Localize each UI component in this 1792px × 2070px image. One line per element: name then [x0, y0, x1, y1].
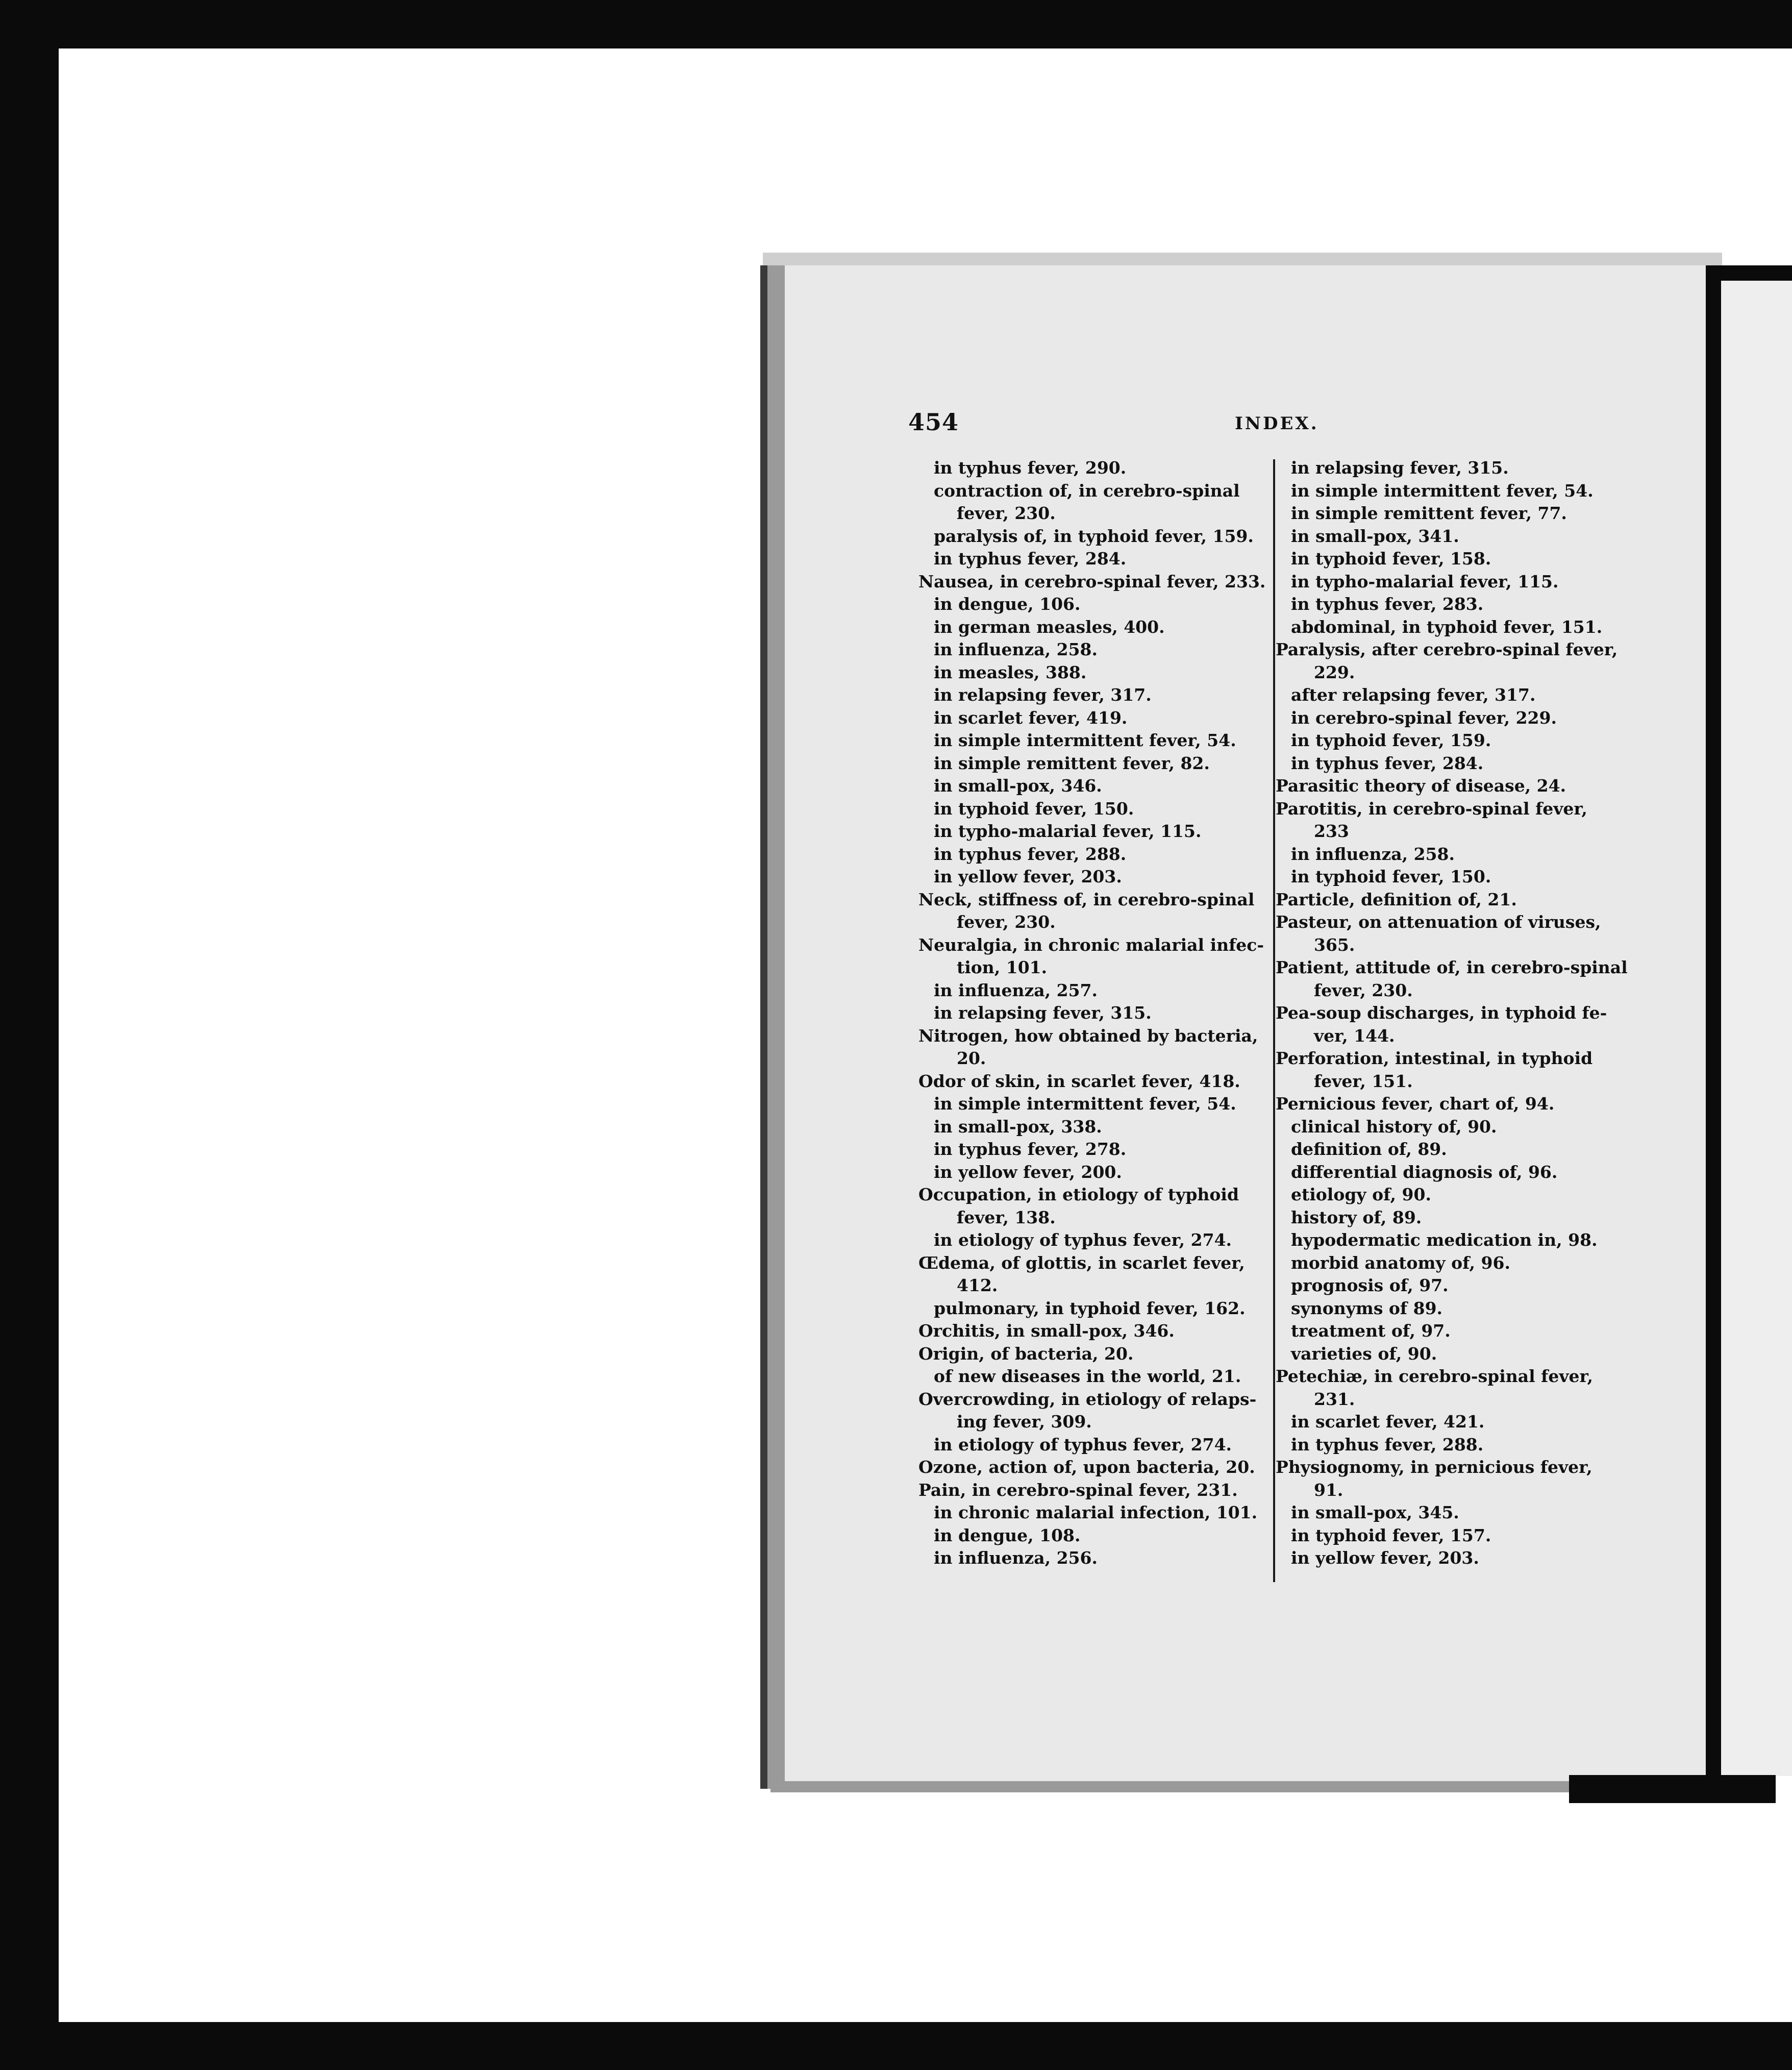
index-column-right — [1276, 457, 1633, 1570]
index-subentry: in simple intermittent fever, 54. — [1291, 480, 1594, 501]
index-subentry: in relapsing fever, 315. — [1291, 458, 1509, 478]
index-subentry: 20. — [957, 1048, 986, 1068]
film-border-left-tab — [0, 48, 20, 151]
page-edge-bar — [1706, 268, 1721, 1779]
index-subentry: in relapsing fever, 317. — [934, 685, 1152, 705]
index-subentry: in influenza, 257. — [934, 980, 1098, 1000]
index-subentry: in simple remittent fever, 82. — [934, 753, 1210, 773]
index-subentry: in simple intermittent fever, 54. — [934, 1094, 1236, 1114]
index-entry: Nausea, in cerebro-spinal fever, 233. — [918, 571, 1266, 592]
index-entry: Pasteur, on attenuation of viruses, — [1276, 912, 1601, 932]
index-subentry: in typho-malarial fever, 115. — [1291, 571, 1559, 592]
index-subentry: in small-pox, 338. — [934, 1116, 1102, 1137]
index-subentry: fever, 230. — [1314, 980, 1413, 1000]
index-subentry: in typhoid fever, 157. — [1291, 1525, 1491, 1545]
index-subentry: in small-pox, 346. — [934, 776, 1102, 796]
index-subentry: in typhus fever, 288. — [1291, 1434, 1484, 1455]
film-border-top — [0, 0, 1792, 48]
index-subentry: in scarlet fever, 421. — [1291, 1412, 1485, 1432]
index-subentry: treatment of, 97. — [1291, 1321, 1451, 1341]
index-entry: Physiognomy, in pernicious fever, — [1276, 1457, 1592, 1477]
running-head: INDEX. — [1235, 413, 1319, 434]
index-entry: Occupation, in etiology of typhoid — [918, 1185, 1239, 1204]
index-subentry: clinical history of, 90. — [1291, 1116, 1497, 1137]
index-subentry: pulmonary, in typhoid fever, 162. — [934, 1298, 1246, 1318]
index-entry: Particle, definition of, 21. — [1276, 889, 1517, 909]
index-subentry: in etiology of typhus fever, 274. — [934, 1434, 1232, 1455]
index-subentry: 365. — [1314, 934, 1355, 955]
index-subentry: 233 — [1314, 821, 1349, 841]
index-entry: Parasitic theory of disease, 24. — [1276, 776, 1566, 796]
index-subentry: in simple intermittent fever, 54. — [934, 730, 1236, 750]
index-entry: Perforation, intestinal, in typhoid — [1276, 1048, 1593, 1068]
index-entry: Nitrogen, how obtained by bacteria, — [918, 1025, 1258, 1046]
index-subentry: abdominal, in typhoid fever, 151. — [1291, 617, 1603, 637]
index-subentry: in yellow fever, 203. — [1291, 1548, 1479, 1568]
index-entry: Ozone, action of, upon bacteria, 20. — [918, 1457, 1255, 1477]
index-subentry: in measles, 388. — [934, 662, 1087, 682]
page-edge-tab-top — [1706, 265, 1792, 281]
index-entry: Pain, in cerebro-spinal fever, 231. — [918, 1480, 1238, 1500]
film-border-bottom — [0, 2022, 1792, 2070]
index-subentry: in typhoid fever, 158. — [1291, 549, 1491, 569]
index-subentry: ing fever, 309. — [957, 1412, 1092, 1432]
index-entry: Petechiæ, in cerebro-spinal fever, — [1276, 1366, 1594, 1386]
index-subentry: tion, 101. — [957, 957, 1048, 977]
index-subentry: fever, 230. — [957, 912, 1056, 932]
index-entry: Parotitis, in cerebro-spinal fever, — [1276, 798, 1587, 819]
index-subentry: in dengue, 108. — [934, 1525, 1081, 1545]
index-entry: Patient, attitude of, in cerebro-spinal — [1276, 957, 1628, 977]
index-subentry: fever, 230. — [957, 503, 1056, 523]
index-subentry: 91. — [1314, 1480, 1343, 1500]
index-subentry: in typhus fever, 283. — [1291, 594, 1484, 614]
index-subentry: in small-pox, 345. — [1291, 1502, 1459, 1522]
index-entry: Overcrowding, in etiology of relaps- — [918, 1389, 1257, 1409]
index-subentry: in scarlet fever, 419. — [934, 707, 1128, 728]
index-subentry: contraction of, in cerebro-spinal — [934, 480, 1240, 501]
index-entry: Odor of skin, in scarlet fever, 418. — [918, 1071, 1240, 1091]
index-subentry: in yellow fever, 200. — [934, 1162, 1122, 1182]
index-column-left — [918, 457, 1276, 1570]
index-subentry: in influenza, 256. — [934, 1548, 1098, 1568]
index-subentry: 412. — [957, 1275, 998, 1295]
index-subentry: synonyms of 89. — [1291, 1298, 1443, 1318]
index-subentry: in typhus fever, 278. — [934, 1139, 1127, 1159]
index-subentry: in cerebro-spinal fever, 229. — [1291, 707, 1557, 728]
index-subentry: in typhoid fever, 159. — [1291, 730, 1491, 750]
index-subentry: in influenza, 258. — [934, 639, 1098, 659]
index-subentry: differential diagnosis of, 96. — [1291, 1162, 1558, 1182]
index-subentry: in typhoid fever, 150. — [1291, 867, 1491, 886]
index-entry: Pea-soup discharges, in typhoid fe- — [1276, 1003, 1607, 1023]
index-entry: Œdema, of glottis, in scarlet fever, — [918, 1252, 1245, 1273]
index-subentry: hypodermatic medication in, 98. — [1291, 1230, 1598, 1250]
index-subentry: in typhus fever, 284. — [934, 549, 1127, 569]
film-border-left — [0, 0, 59, 2070]
index-subentry: in chronic malarial infection, 101. — [934, 1502, 1258, 1522]
index-entry: Orchitis, in small-pox, 346. — [918, 1321, 1175, 1341]
index-subentry: in simple remittent fever, 77. — [1291, 503, 1567, 523]
index-entry: Pernicious fever, chart of, 94. — [1276, 1094, 1555, 1114]
book-top-edge — [763, 253, 1722, 267]
index-subentry: in influenza, 258. — [1291, 844, 1455, 864]
index-subentry: in typhus fever, 290. — [934, 458, 1127, 478]
index-entry: Paralysis, after cerebro-spinal fever, — [1276, 639, 1618, 659]
index-subentry: of new diseases in the world, 21. — [934, 1366, 1241, 1386]
index-subentry: in typhoid fever, 150. — [934, 798, 1134, 819]
page-number: 454 — [908, 408, 959, 436]
index-subentry: paralysis of, in typhoid fever, 159. — [934, 526, 1254, 546]
index-entry: Origin, of bacteria, 20. — [918, 1343, 1134, 1364]
index-subentry: ver, 144. — [1314, 1025, 1395, 1046]
index-subentry: morbid anatomy of, 96. — [1291, 1252, 1510, 1273]
index-subentry: prognosis of, 97. — [1291, 1275, 1449, 1295]
index-subentry: 229. — [1314, 662, 1355, 682]
page-edge-block-bottom — [1569, 1775, 1776, 1803]
index-subentry: definition of, 89. — [1291, 1139, 1447, 1159]
index-entry: Neuralgia, in chronic malarial infec- — [918, 934, 1264, 955]
book-spine-edge — [760, 265, 767, 1789]
index-subentry: varieties of, 90. — [1291, 1343, 1437, 1364]
index-subentry: in etiology of typhus fever, 274. — [934, 1230, 1232, 1250]
index-subentry: in german measles, 400. — [934, 617, 1165, 637]
index-subentry: in relapsing fever, 315. — [934, 1003, 1152, 1023]
index-subentry: in yellow fever, 203. — [934, 867, 1122, 886]
facing-page — [1721, 281, 1792, 1776]
index-subentry: fever, 151. — [1314, 1071, 1413, 1091]
index-subentry: in small-pox, 341. — [1291, 526, 1459, 546]
index-subentry: in dengue, 106. — [934, 594, 1081, 614]
index-subentry: in typho-malarial fever, 115. — [934, 821, 1202, 841]
index-subentry: etiology of, 90. — [1291, 1185, 1431, 1204]
index-entry: Neck, stiffness of, in cerebro-spinal — [918, 889, 1255, 909]
index-subentry: in typhus fever, 284. — [1291, 753, 1484, 773]
index-subentry: in typhus fever, 288. — [934, 844, 1127, 864]
index-subentry: after relapsing fever, 317. — [1291, 685, 1536, 705]
index-subentry: history of, 89. — [1291, 1207, 1422, 1227]
index-subentry: fever, 138. — [957, 1207, 1056, 1227]
index-subentry: 231. — [1314, 1389, 1355, 1409]
